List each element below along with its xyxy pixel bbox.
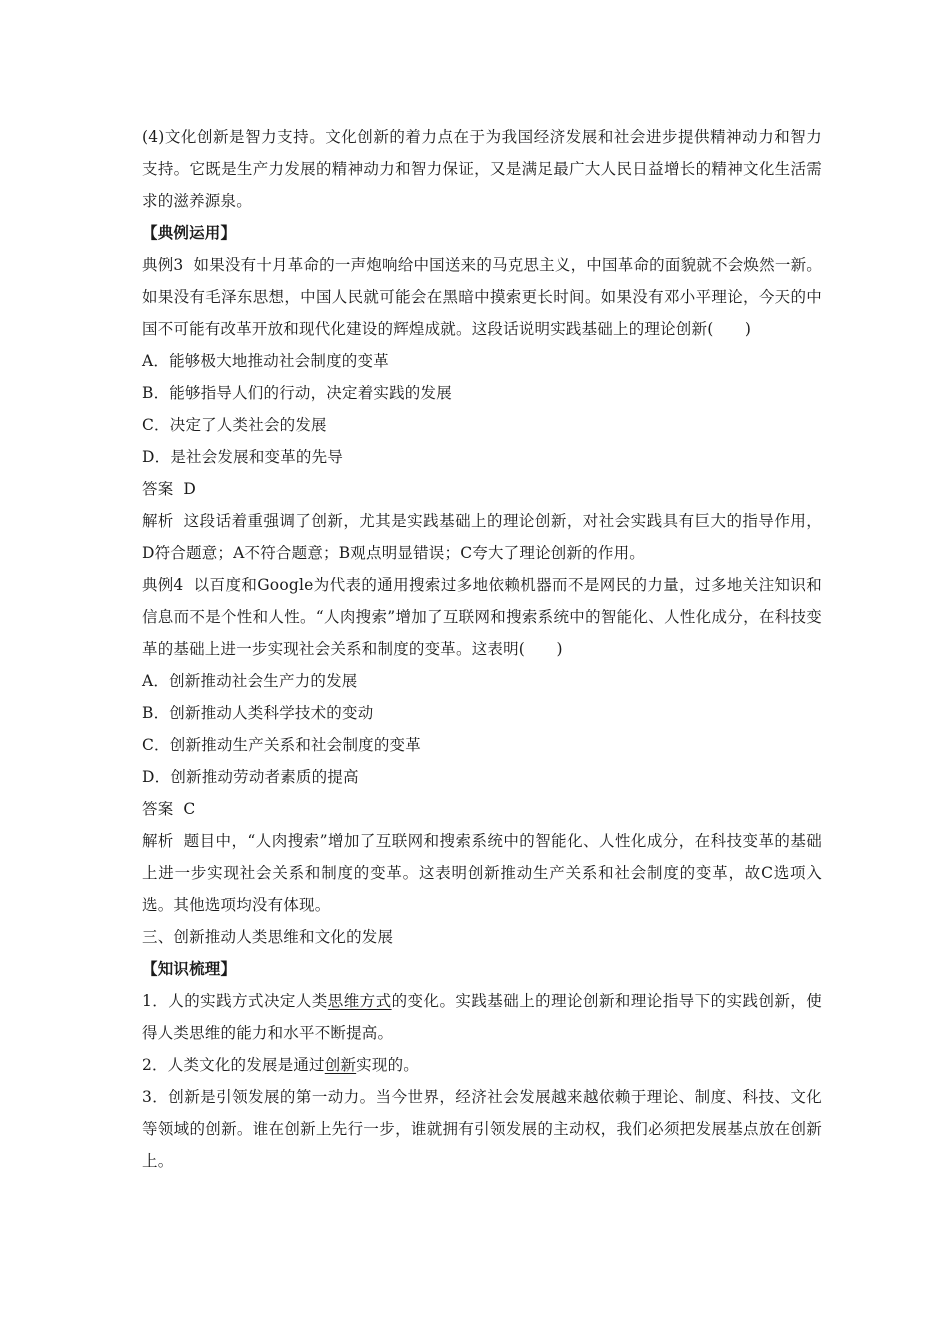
example3-answer: [142, 473, 822, 505]
example4-label: 典例4: [142, 576, 184, 594]
knowledge-item-1-blank: 思维方式: [327, 992, 392, 1010]
example4-question-block: [142, 569, 822, 665]
knowledge-item-1-post: 的变化。实践基础上的理论创新和理论指导下的实践创新，使得人类思维的能力和水平不断提高。: [142, 992, 823, 1042]
example4-answer-label: 答案: [142, 800, 174, 818]
example3-question: 如果没有十月革命的一声炮响给中国送来的马克思主义，中国革命的面貌就不会焕然一新。如果没有毛泽东思想，中国人民就可能会在黑暗中摸索更长时间。如果没有邓小平理论，今天的中国不可能有改革开放和现代化建设的辉煌成就。这段话说明实践基础上的理论创新( ): [142, 256, 822, 338]
knowledge-item-1-pre: 1．人的实践方式决定人类: [142, 992, 328, 1010]
knowledge-item-2-blank: 创新: [324, 1056, 357, 1074]
example3-analysis-label: 解析: [142, 512, 174, 530]
example3-answer-value: D: [183, 480, 197, 498]
knowledge-item-1: [142, 985, 822, 1049]
knowledge-item-2-pre: 2．人类文化的发展是通过: [142, 1056, 325, 1074]
example3-question-block: [142, 249, 822, 345]
example3-analysis: [142, 505, 822, 569]
example4-answer: [142, 793, 822, 825]
example3-option-d: D．是社会发展和变革的先导: [142, 448, 344, 466]
example4-option-d: D．创新推动劳动者素质的提高: [142, 768, 359, 786]
example4-option-b: B．创新推动人类科学技术的变动: [142, 704, 374, 722]
document-page: [142, 121, 822, 1177]
example4-answer-value: C: [183, 800, 196, 818]
example3-option-b: B．能够指导人们的行动，决定着实践的发展: [142, 384, 452, 402]
example4-analysis: [142, 825, 822, 921]
example4-question: 以百度和Google为代表的通用搜索过多地依赖机器而不是网民的力量，过多地关注知识和信息而不是个性和人性。“人肉搜索”增加了互联网和搜索系统中的智能化、人性化成分，在科技变革的基础上进一步实现社会关系和制度的变革。这表明( ): [142, 576, 822, 658]
knowledge-item-2-post: 实现的。: [356, 1056, 419, 1074]
example4-option-a: A．创新推动社会生产力的发展: [142, 672, 358, 690]
example3-analysis-text: 这段话着重强调了创新，尤其是实践基础上的理论创新，对社会实践具有巨大的指导作用，D符合题意；A不符合题意；B观点明显错误；C夸大了理论创新的作用。: [142, 512, 822, 562]
example3-label: 典例3: [142, 256, 184, 274]
knowledge-item-3: 3．创新是引领发展的第一动力。当今世界，经济社会发展越来越依赖于理论、制度、科技、文化等领域的创新。谁在创新上先行一步，谁就拥有引领发展的主动权，我们必须把发展基点放在创新上。: [142, 1088, 822, 1170]
knowledge-item-2: [142, 1049, 822, 1081]
example3-answer-label: 答案: [142, 480, 174, 498]
example4-analysis-text: 题目中，“人肉搜索”增加了互联网和搜索系统中的智能化、人性化成分，在科技变革的基础上进一步实现社会关系和制度的变革。这表明创新推动生产关系和社会制度的变革，故C选项入选。其他选项均没有体现。: [142, 832, 822, 914]
section3-title: 三、创新推动人类思维和文化的发展: [142, 928, 394, 946]
heading-examples: 【典例运用】: [142, 223, 237, 242]
example4-analysis-label: 解析: [142, 832, 174, 850]
example3-option-a: A．能够极大地推动社会制度的变革: [142, 352, 389, 370]
example3-option-c: C．决定了人类社会的发展: [142, 416, 327, 434]
heading-knowledge: 【知识梳理】: [142, 959, 237, 978]
example4-option-c: C．创新推动生产关系和社会制度的变革: [142, 736, 421, 754]
paragraph-culture-innovation: (4)文化创新是智力支持。文化创新的着力点在于为我国经济发展和社会进步提供精神动力和智力支持。它既是生产力发展的精神动力和智力保证，又是满足最广大人民日益增长的精神文化生活需求的滋养源泉。: [142, 128, 822, 210]
